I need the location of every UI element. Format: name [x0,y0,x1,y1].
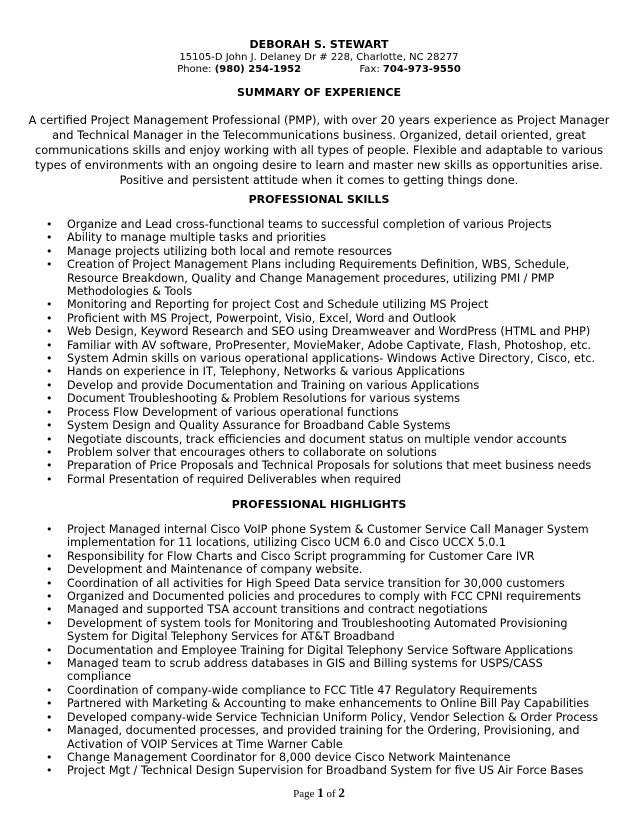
page-number: 1 [317,785,324,800]
list-item [0,644,600,657]
list-item [0,697,600,710]
list-item-text: Familiar with AV software, ProPresenter, MovieMaker, Adobe Captivate, Flash, Photoshop, etc. [67,338,592,352]
list-item-text: Managed team to scrub address databases in GIS and Billing systems for USPS/CASS compliance [67,657,543,684]
bullet-icon: • [46,352,53,366]
list-item [0,446,600,459]
fax-label: Fax: [359,64,380,75]
list-item [0,258,600,298]
list-item-text: Preparation of Price Proposals and Technical Proposals for solutions that meet business needs [67,459,592,473]
list-item-text: Managed, documented processes, and provided training for the Ordering, Provisioning, and Activation of VOIP Services at Time Warner Cable [67,724,580,751]
bullet-icon: • [46,298,53,312]
list-item [0,352,600,365]
bullet-icon: • [46,603,53,617]
list-item [0,419,600,432]
list-item [0,657,600,684]
resume-name: DEBORAH S. STEWART [249,38,389,51]
bullet-icon: • [46,338,53,352]
list-item [0,563,600,576]
list-item [0,473,600,486]
highlights-list [0,523,600,778]
page-total: 2 [338,785,345,800]
bullet-icon: • [46,657,53,671]
list-item-text: Responsibility for Flow Charts and Cisco Script programming for Customer Care IVR [67,549,535,563]
fax-number: 704-973-9550 [382,64,461,75]
bullet-icon: • [46,405,53,419]
bullet-icon: • [46,218,53,231]
list-item-text: Development and Maintenance of company website. [67,563,363,577]
bullet-icon: • [46,590,53,604]
list-item [0,406,600,419]
list-item [0,339,600,352]
list-item [0,365,600,378]
bullet-icon: • [46,576,53,590]
summary-heading: SUMMARY OF EXPERIENCE [236,86,402,99]
summary-text: A certified Project Management Professional (PMP), with over 20 years experience as Project Manager and Technical Manager in the Telecommunications business. Organized, detail oriented, great communications skills and enjoy working with all types of people. Flexible and adaptable to various types of environments with an ongoing desire to learn and master new skills as opportunities arise. Positive and persistent attitude when it comes to getting things done. [28,113,610,187]
bullet-icon: • [46,643,53,657]
address: 15105-D John J. Delaney Dr # 228, Charlotte, NC 28277 [179,52,459,63]
list-item-text: Process Flow Development of various operational functions [67,405,399,419]
bullet-icon: • [46,710,53,724]
bullet-icon: • [46,523,53,536]
list-item [0,724,600,751]
skills-heading: PROFESSIONAL SKILLS [248,193,390,206]
bullet-icon: • [46,724,53,738]
bullet-icon: • [46,392,53,406]
list-item-text: Problem solver that encourages others to collaborate on solutions [67,445,437,459]
bullet-icon: • [46,764,53,778]
page-footer [0,785,638,801]
bullet-icon: • [46,311,53,325]
list-item [0,231,600,244]
list-item [0,523,600,550]
list-item [0,433,600,446]
list-item-text: Organize and Lead cross-functional teams to successful completion of various Projects [67,218,552,231]
list-item-text: Project Managed internal Cisco VoIP phone System & Customer Service Call Manager System implementation for 11 locations, utilizing Cisco UCM 6.0 and Cisco UCCX 5.0.1 [67,523,589,550]
list-item [0,325,600,338]
list-item-text: Monitoring and Reporting for project Cost and Schedule utilizing MS Project [67,298,489,312]
bullet-icon: • [46,616,53,630]
list-item-text: Change Management Coordinator for 8,000 device Cisco Network Maintenance [67,750,511,764]
bullet-icon: • [46,419,53,433]
list-item-text: Documentation and Employee Training for Digital Telephony Service Software Applications [67,643,574,657]
bullet-icon: • [46,697,53,711]
list-item-text: Web Design, Keyword Research and SEO using Dreamweaver and WordPress (HTML and PHP) [67,325,591,339]
list-item [0,590,600,603]
list-item-text: Formal Presentation of required Deliverables when required [67,472,402,486]
list-item [0,245,600,258]
list-item-text: Project Mgt / Technical Design Supervision for Broadband System for five US Air Force Bases [67,764,584,778]
list-item-text: Ability to manage multiple tasks and priorities [67,231,327,245]
list-item [0,577,600,590]
bullet-icon: • [46,459,53,473]
phone-label: Phone: [177,64,212,75]
page-word: Page [293,788,315,800]
skills-list [0,218,600,486]
bullet-icon: • [46,244,53,258]
list-item-text: Manage projects utilizing both local and remote resources [67,244,392,258]
highlights-heading: PROFESSIONAL HIGHLIGHTS [231,498,407,511]
list-item-text: Negotiate discounts, track efficiencies and document status on multiple vendor accounts [67,432,567,446]
bullet-icon: • [46,683,53,697]
list-item-text: Developed company-wide Service Technician Uniform Policy, Vendor Selection & Order Process [67,710,599,724]
list-item [0,550,600,563]
bullet-icon: • [46,378,53,392]
list-item [0,379,600,392]
bullet-icon: • [46,325,53,339]
list-item [0,392,600,405]
bullet-icon: • [46,365,53,379]
list-item [0,603,600,616]
bullet-icon: • [46,563,53,577]
list-item [0,764,600,777]
bullet-icon: • [46,472,53,486]
list-item-text: Coordination of company-wide compliance to FCC Title 47 Regulatory Requirements [67,683,538,697]
bullet-icon: • [46,258,53,272]
bullet-icon: • [46,445,53,459]
list-item-text: Development of system tools for Monitoring and Troubleshooting Automated Provisioning System for Digital Telephony Services for AT&T Broadband [67,616,568,644]
list-item-text: System Admin skills on various operational applications- Windows Active Directory, Cisco, etc. [67,352,596,366]
list-item-text: Hands on experience in IT, Telephony, Networks & various Applications [67,365,465,379]
list-item [0,312,600,325]
phone-number: (980) 254-1952 [214,64,302,75]
list-item-text: Managed and supported TSA account transitions and contract negotiations [67,603,488,617]
list-item-text: Proficient with MS Project, Powerpoint, Visio, Excel, Word and Outlook [67,311,457,325]
list-item-text: Coordination of all activities for High Speed Data service transition for 30,000 customers [67,576,565,590]
list-item-text: Creation of Project Management Plans including Requirements Definition, WBS, Schedule, Resource Breakdown, Quality and Change Management procedures, utilizing PMI / PMP Methodologies & Tools [67,258,570,299]
bullet-icon: • [46,549,53,563]
list-item-text: System Design and Quality Assurance for Broadband Cable Systems [67,419,451,433]
list-item [0,751,600,764]
bullet-icon: • [46,432,53,446]
list-item [0,298,600,311]
list-item [0,617,600,644]
list-item-text: Organized and Documented policies and procedures to comply with FCC CPNI requirements [67,590,581,604]
of-word: of [326,788,336,800]
list-item [0,459,600,472]
list-item-text: Document Troubleshooting & Problem Resolutions for various systems [67,392,461,406]
list-item [0,218,600,231]
list-item-text: Partnered with Marketing & Accounting to make enhancements to Online Bill Pay Capabilities [67,697,590,711]
list-item [0,684,600,697]
list-item [0,711,600,724]
contact-line [0,64,638,75]
list-item-text: Develop and provide Documentation and Training on various Applications [67,378,480,392]
bullet-icon: • [46,750,53,764]
bullet-icon: • [46,231,53,245]
